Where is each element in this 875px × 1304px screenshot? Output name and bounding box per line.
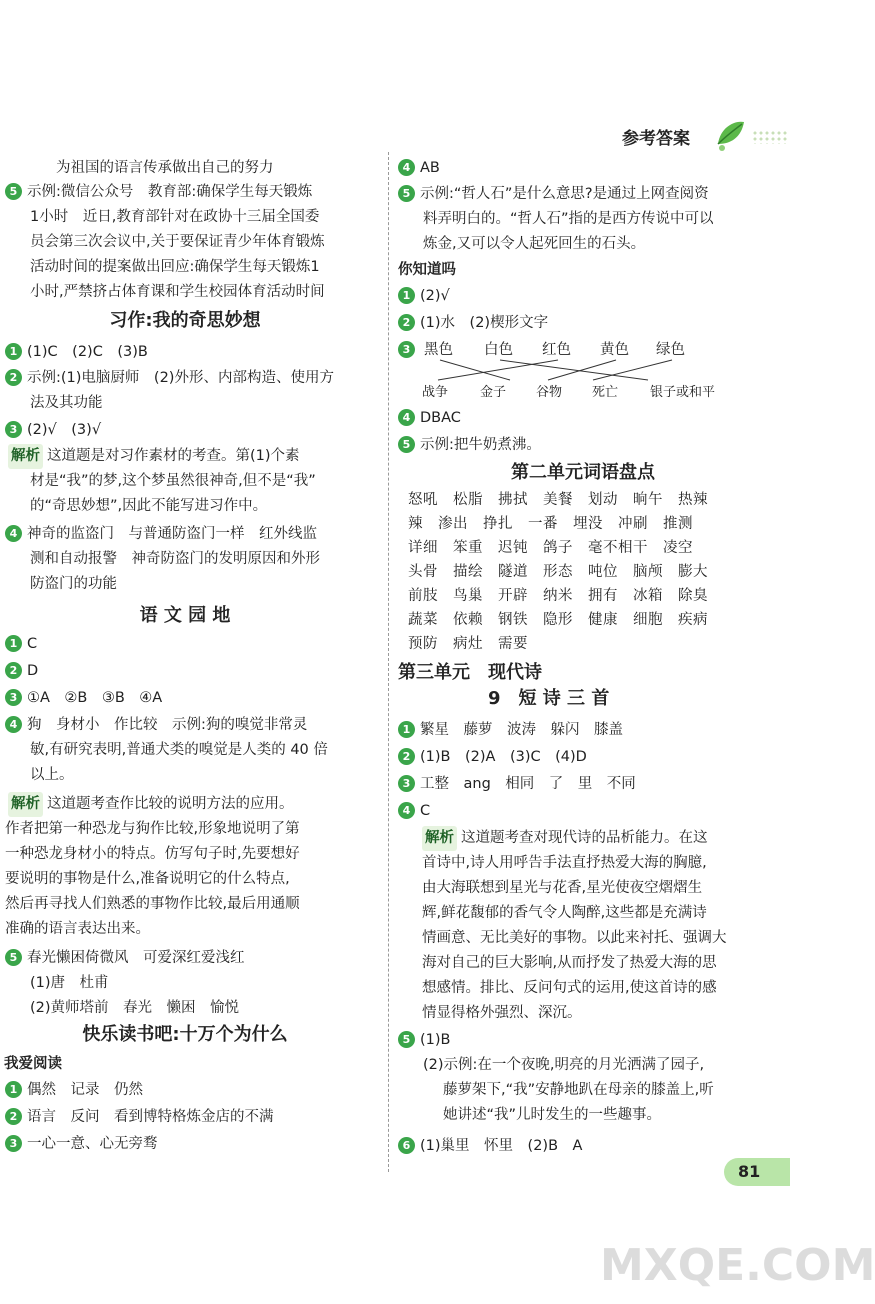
answer-f1 xyxy=(398,718,763,743)
answer-text: (2)示例:在一个夜晚,明亮的月光洒满了园子, xyxy=(423,1057,705,1073)
vocabulary-row: 蔬菜 依赖 钢铁 隐形 健康 细胞 疾病 xyxy=(408,612,708,628)
answer-e1 xyxy=(398,284,763,309)
answer-3 xyxy=(5,418,370,443)
page-number: 81 xyxy=(724,1158,790,1186)
answer-2 xyxy=(5,366,370,416)
answer-e5 xyxy=(398,433,763,458)
number-badge: 5 xyxy=(398,185,415,202)
analysis-label: 解析 xyxy=(8,792,43,817)
answer-text: 工整 ang 相同 了 里 不同 xyxy=(420,776,636,792)
answer-text: 示例:把牛奶煮沸。 xyxy=(420,437,541,453)
analysis-label: 解析 xyxy=(422,826,457,851)
subsection-title: 我爱阅读 xyxy=(4,1056,62,1072)
answer-line: 1小时 近日,教育部针对在政协十三届全国委 xyxy=(30,209,320,225)
answer-text: (2)√ xyxy=(420,288,450,304)
number-badge: 1 xyxy=(5,343,22,360)
answer-line: 小时,严禁挤占体育课和学生校园体育活动时间 xyxy=(30,284,325,300)
number-badge: 2 xyxy=(5,662,22,679)
answer-text: (2)√ (3)√ xyxy=(27,422,102,438)
number-badge: 5 xyxy=(398,1031,415,1048)
column-divider xyxy=(388,152,389,1172)
answer-g3 xyxy=(5,686,370,711)
analysis-text: 首诗中,诗人用呼告手法直抒热爱大海的胸臆, xyxy=(422,855,707,871)
answer-text: 示例:“哲人石”是什么意思?是通过上网查阅资 xyxy=(420,186,709,202)
answer-text: (1)B xyxy=(420,1032,451,1048)
answer-text: C xyxy=(27,636,38,652)
match-top: 白色 xyxy=(484,342,513,358)
number-badge: 4 xyxy=(398,409,415,426)
continued-line: 为祖国的语言传承做出自己的努力 xyxy=(56,160,274,176)
analysis-text: 想感情。排比、反问句式的运用,使这首诗的感 xyxy=(422,980,717,996)
analysis-text: 这道题是对习作素材的考查。第(1)个素 xyxy=(47,448,300,464)
answer-text: 示例:(1)电脑厨师 (2)外形、内部构造、使用方 xyxy=(27,370,334,386)
number-badge: 4 xyxy=(398,802,415,819)
answer-text: (1)B (2)A (3)C (4)D xyxy=(420,749,587,765)
match-bottom: 死亡 xyxy=(592,385,619,400)
vocabulary-row: 预防 病灶 需要 xyxy=(408,636,528,652)
answer-text: (1)巢里 怀里 (2)B A xyxy=(420,1138,583,1154)
vocabulary-row: 怒吼 松脂 拂拭 美餐 划动 晌午 热辣 xyxy=(408,492,708,508)
answer-text: (1)唐 杜甫 xyxy=(30,975,109,991)
answer-text: (1)C (2)C (3)B xyxy=(27,344,148,360)
answer-g2 xyxy=(5,659,370,684)
number-badge: 5 xyxy=(5,183,22,200)
analysis-text: 海对自己的巨大影响,从而抒发了热爱大海的思 xyxy=(422,955,717,971)
analysis-1 xyxy=(11,444,370,519)
answer-text: ①A ②B ③B ④A xyxy=(27,690,163,706)
vocabulary-list xyxy=(408,488,773,656)
vocabulary-row: 辣 渗出 挣扎 一番 埋没 冲刷 推测 xyxy=(408,516,693,532)
answer-text: 以上。 xyxy=(30,767,74,783)
unit-title: 第三单元 现代诗 xyxy=(398,662,542,683)
answer-f2 xyxy=(398,745,763,770)
answer-text: 春光懒困倚微风 可爱深红爱浅红 xyxy=(27,950,245,966)
answer-text: 语言 反问 看到博特格炼金店的不满 xyxy=(27,1109,274,1125)
answer-g1 xyxy=(5,632,370,657)
number-badge: 3 xyxy=(398,775,415,792)
answer-text: 测和自动报警 神奇防盗门的发明原因和外形 xyxy=(30,551,320,567)
number-badge: 3 xyxy=(5,421,22,438)
answer-f6 xyxy=(398,1134,763,1159)
answer-1 xyxy=(5,340,370,365)
number-badge: 1 xyxy=(398,287,415,304)
number-badge: 1 xyxy=(398,721,415,738)
analysis-text: 辉,鲜花馥郁的香气令人陶醉,这些都是充满诗 xyxy=(422,905,707,921)
match-bottom: 谷物 xyxy=(536,385,563,400)
number-badge: 6 xyxy=(398,1137,415,1154)
answer-g5 xyxy=(5,946,370,1021)
match-top: 绿色 xyxy=(656,342,685,358)
analysis-text: 情画意、无比美好的事物。以此来衬托、强调大 xyxy=(422,930,727,946)
number-badge: 1 xyxy=(5,635,22,652)
analysis-text: 由大海联想到星光与花香,星光使夜空熠熠生 xyxy=(422,880,703,896)
answer-text: 一心一意、心无旁骛 xyxy=(27,1136,158,1152)
number-badge: 2 xyxy=(398,314,415,331)
answer-text: 防盗门的功能 xyxy=(30,576,117,592)
analysis-text: 准确的语言表达出来。 xyxy=(5,921,150,937)
answer-d5 xyxy=(398,182,763,257)
answer-text: D xyxy=(27,663,39,679)
vocabulary-row: 详细 笨重 迟钝 鸽子 毫不相干 凌空 xyxy=(408,540,693,556)
answer-f3 xyxy=(398,772,763,797)
answer-text: 料弄明白的。“哲人石”指的是西方传说中可以 xyxy=(423,211,714,227)
answer-f5 xyxy=(398,1028,763,1128)
vocabulary-row: 前肢 鸟巢 开辟 纳米 拥有 冰箱 除臭 xyxy=(408,588,708,604)
analysis-3 xyxy=(422,826,792,1026)
number-badge: 4 xyxy=(5,525,22,542)
analysis-text: 的“奇思妙想”,因此不能写进习作中。 xyxy=(30,498,268,514)
analysis-text: 要说明的事物是什么,准备说明它的什么特点, xyxy=(5,871,290,887)
analysis-text: 一种恐龙身材小的特点。仿写句子时,先要想好 xyxy=(5,846,300,862)
watermark-site: MXQE.COM xyxy=(600,1240,875,1291)
answer-5 xyxy=(9,180,370,305)
answer-text: 敏,有研究表明,普通犬类的嗅觉是人类的 40 倍 xyxy=(30,742,328,758)
answer-d4 xyxy=(398,156,763,181)
answer-4 xyxy=(5,522,370,597)
answer-text: 法及其功能 xyxy=(30,395,103,411)
match-bottom: 战争 xyxy=(422,385,449,400)
answer-g4 xyxy=(5,713,370,788)
number-badge: 4 xyxy=(5,716,22,733)
answer-text: 藤萝架下,“我”安静地趴在母亲的膝盖上,听 xyxy=(443,1082,714,1098)
number-badge: 5 xyxy=(398,436,415,453)
answer-text: C xyxy=(420,803,431,819)
answer-text: 她讲述“我”儿时发生的一些趣事。 xyxy=(443,1107,662,1123)
leaf-icon xyxy=(712,114,748,154)
number-badge: 5 xyxy=(5,949,22,966)
match-top: 黄色 xyxy=(600,342,629,358)
answer-line: 员会第三次会议中,关于要保证青少年体育锻炼 xyxy=(30,234,325,250)
answer-text: 神奇的监盗门 与普通防盗门一样 红外线监 xyxy=(27,526,317,542)
section-title-vocabulary: 第二单元词语盘点 xyxy=(511,462,655,483)
analysis-text: 这道题考查对现代诗的品析能力。在这 xyxy=(461,830,708,846)
section-title-garden: 语 文 园 地 xyxy=(139,605,231,626)
number-badge: 3 xyxy=(398,341,415,358)
analysis-text: 作者把第一种恐龙与狗作比较,形象地说明了第 xyxy=(5,821,300,837)
answer-text: 偶然 记录 仍然 xyxy=(27,1082,143,1098)
number-badge: 3 xyxy=(5,1135,22,1152)
answer-e3-matching xyxy=(398,338,763,402)
answer-text: (1)水 (2)楔形文字 xyxy=(420,315,549,331)
analysis-text: 然后再寻找人们熟悉的事物作比较,最后用通顺 xyxy=(5,896,300,912)
match-top: 黑色 xyxy=(424,342,453,358)
number-badge: 2 xyxy=(398,748,415,765)
answer-e4 xyxy=(398,406,763,431)
analysis-2 xyxy=(5,792,370,942)
answer-text: 狗 身材小 作比较 示例:狗的嗅觉非常灵 xyxy=(27,717,308,733)
analysis-text: 情显得格外强烈、深沉。 xyxy=(422,1005,582,1021)
answer-text: AB xyxy=(420,160,440,176)
answer-line: 示例:微信公众号 教育部:确保学生每天锻炼 xyxy=(27,184,313,200)
analysis-text: 材是“我”的梦,这个梦虽然很神奇,但不是“我” xyxy=(30,473,316,489)
answer-r2 xyxy=(5,1105,370,1130)
number-badge: 2 xyxy=(5,1108,22,1125)
answer-text: 炼金,又可以令人起死回生的石头。 xyxy=(423,236,646,252)
answer-r3 xyxy=(5,1132,370,1157)
page-header-title: 参考答案 xyxy=(622,129,690,149)
vocabulary-row: 头骨 描绘 隧道 形态 吨位 脑颅 膨大 xyxy=(408,564,708,580)
answer-text: DBAC xyxy=(420,410,461,426)
match-bottom: 银子或和平 xyxy=(650,385,716,400)
answer-e2 xyxy=(398,311,763,336)
section-title-reading: 快乐读书吧:十万个为什么 xyxy=(82,1024,288,1045)
matching-lines xyxy=(398,358,728,382)
analysis-text: 这道题考查作比较的说明方法的应用。 xyxy=(47,796,294,812)
answer-text: (2)黄师塔前 春光 懒困 愉悦 xyxy=(30,1000,240,1016)
analysis-label: 解析 xyxy=(8,444,43,469)
answer-r1 xyxy=(5,1078,370,1103)
match-bottom: 金子 xyxy=(480,385,507,400)
answer-f4 xyxy=(398,799,763,824)
answer-line: 活动时间的提案做出回应:确保学生每天锻炼1 xyxy=(30,259,320,275)
section-title-writing: 习作:我的奇思妙想 xyxy=(109,310,261,331)
lesson-title: 9 短 诗 三 首 xyxy=(488,688,610,709)
number-badge: 1 xyxy=(5,1081,22,1098)
number-badge: 3 xyxy=(5,689,22,706)
match-top: 红色 xyxy=(542,342,571,358)
answer-text: 繁星 藤萝 波涛 躲闪 膝盖 xyxy=(420,722,623,738)
number-badge: 2 xyxy=(5,369,22,386)
header-dots xyxy=(752,130,788,144)
subsection-title: 你知道吗 xyxy=(398,262,456,278)
number-badge: 4 xyxy=(398,159,415,176)
